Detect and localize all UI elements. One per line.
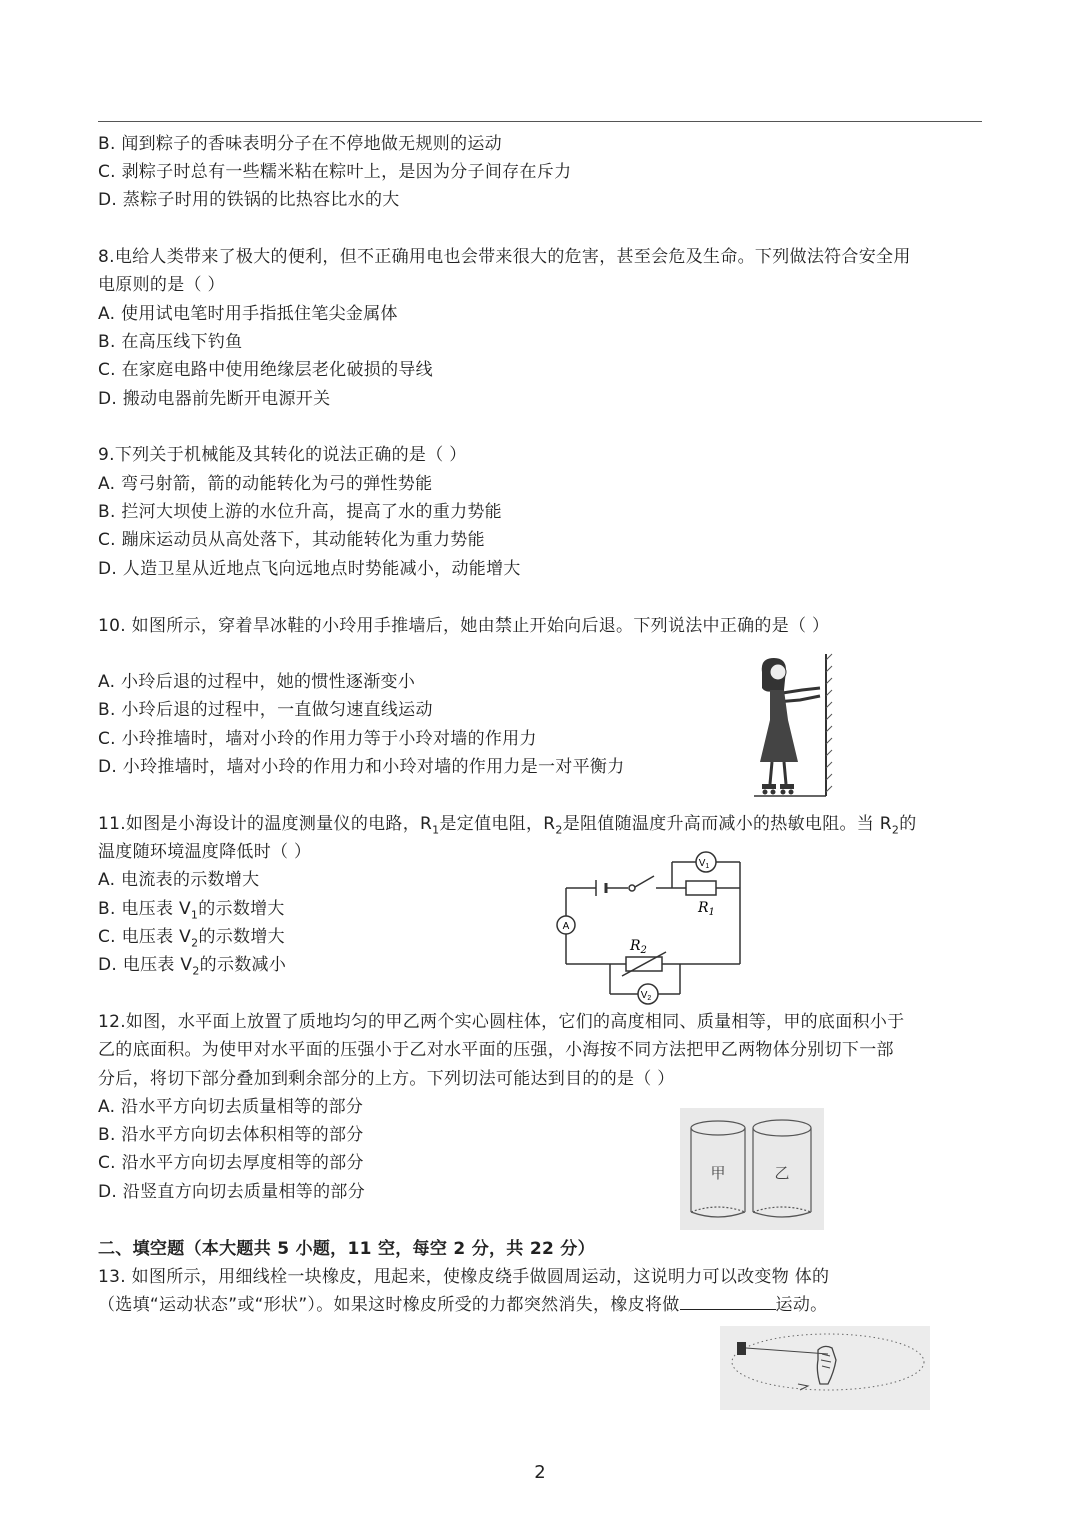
q11-circuit-diagram	[550, 848, 750, 1008]
q7-option-b: B. 闻到粽子的香味表明分子在不停地做无规则的运动	[98, 134, 502, 154]
section-2-title: 二、填空题（本大题共 5 小题，11 空，每空 2 分，共 22 分）	[98, 1239, 595, 1259]
q12-option-a: A. 沿水平方向切去质量相等的部分	[98, 1097, 364, 1117]
q9-option-a: A. 弯弓射箭，箭的动能转化为弓的弹性势能	[98, 474, 433, 494]
q10-option-b: B. 小玲后退的过程中，一直做匀速直线运动	[98, 700, 433, 720]
q7-option-d: D. 蒸粽子时用的铁锅的比热容比水的大	[98, 190, 400, 210]
q13-figure-circular-motion	[720, 1326, 930, 1410]
q13-answer-blank[interactable]	[680, 1293, 776, 1310]
q12-stem-line3: 分后，将切下部分叠加到剩余部分的上方。下列切法可能达到目的的是（ ）	[98, 1069, 675, 1089]
q12-figure-cylinders	[680, 1108, 824, 1230]
ammeter-label: A	[562, 921, 570, 932]
q8-option-d: D. 搬动电器前先断开电源开关	[98, 389, 331, 409]
v1-label: $V_1$	[698, 858, 710, 870]
q13-stem-line1: 13. 如图所示，用细线栓一块橡皮，甩起来，使橡皮绕手做圆周运动，这说明力可以改变物 体的	[98, 1267, 830, 1287]
r2-label: $R_2$	[630, 938, 647, 956]
q10-option-d: D. 小玲推墙时，墙对小玲的作用力和小玲对墙的作用力是一对平衡力	[98, 757, 625, 777]
q9-option-c: C. 蹦床运动员从高处落下，其动能转化为重力势能	[98, 530, 485, 550]
q10-figure-girl-wall	[740, 650, 840, 800]
header-rule	[98, 121, 982, 122]
q10-option-a: A. 小玲后退的过程中，她的惯性逐渐变小	[98, 672, 416, 692]
q7-option-c: C. 剥粽子时总有一些糯米粘在粽叶上，是因为分子间存在斥力	[98, 162, 572, 182]
q9-stem: 9.下列关于机械能及其转化的说法正确的是（ ）	[98, 445, 467, 465]
q12-stem-line1: 12.如图，水平面上放置了质地均匀的甲乙两个实心圆柱体，它们的高度相同、质量相等，甲的底面积小于	[98, 1012, 905, 1032]
q13-stem-line2: （选填“运动状态”或“形状”）。如果这时橡皮所受的力都突然消失，橡皮将做 运动。	[98, 1295, 828, 1315]
q11-stem-line1: 11.如图是小海设计的温度测量仪的电路，$R_1$是定值电阻，$R_2$是阻值随温度升高而减小的热敏电阻。当 $R_2$的	[98, 814, 917, 837]
q9-option-b: B. 拦河大坝使上游的水位升高，提高了水的重力势能	[98, 502, 502, 522]
label-jia: 甲	[710, 1164, 726, 1182]
q8-option-c: C. 在家庭电路中使用绝缘层老化破损的导线	[98, 360, 433, 380]
q12-stem-line2: 乙的底面积。为使甲对水平面的压强小于乙对水平面的压强，小海按不同方法把甲乙两物体分别切下一部	[98, 1040, 894, 1060]
q8-option-b: B. 在高压线下钓鱼	[98, 332, 243, 352]
q12-option-d: D. 沿竖直方向切去质量相等的部分	[98, 1182, 365, 1202]
q10-stem: 10. 如图所示，穿着旱冰鞋的小玲用手推墙后，她由禁止开始向后退。下列说法中正确的是（ ）	[98, 616, 830, 636]
label-yi: 乙	[774, 1164, 790, 1182]
q8-option-a: A. 使用试电笔时用手指抵住笔尖金属体	[98, 304, 398, 324]
q11-option-d: D. 电压表 $V_2$的示数减小	[98, 955, 287, 978]
q12-option-c: C. 沿水平方向切去厚度相等的部分	[98, 1153, 364, 1173]
q8-stem-line2: 电原则的是（ ）	[98, 275, 225, 295]
q11-option-c: C. 电压表 $V_2$的示数增大	[98, 927, 285, 950]
q11-option-b: B. 电压表 $V_1$的示数增大	[98, 899, 285, 922]
q11-option-a: A. 电流表的示数增大	[98, 870, 260, 890]
page-number: 2	[534, 1462, 546, 1483]
r1-label: $R_1$	[698, 900, 715, 918]
q9-option-d: D. 人造卫星从近地点飞向远地点时势能减小，动能增大	[98, 559, 521, 579]
q8-stem-line1: 8.电给人类带来了极大的便利，但不正确用电也会带来很大的危害，甚至会危及生命。下列做法符合安全用	[98, 247, 911, 267]
q11-stem-line2: 温度随环境温度降低时（ ）	[98, 842, 312, 862]
v2-label: $V_2$	[640, 990, 652, 1002]
q12-option-b: B. 沿水平方向切去体积相等的部分	[98, 1125, 364, 1145]
q10-option-c: C. 小玲推墙时，墙对小玲的作用力等于小玲对墙的作用力	[98, 729, 537, 749]
